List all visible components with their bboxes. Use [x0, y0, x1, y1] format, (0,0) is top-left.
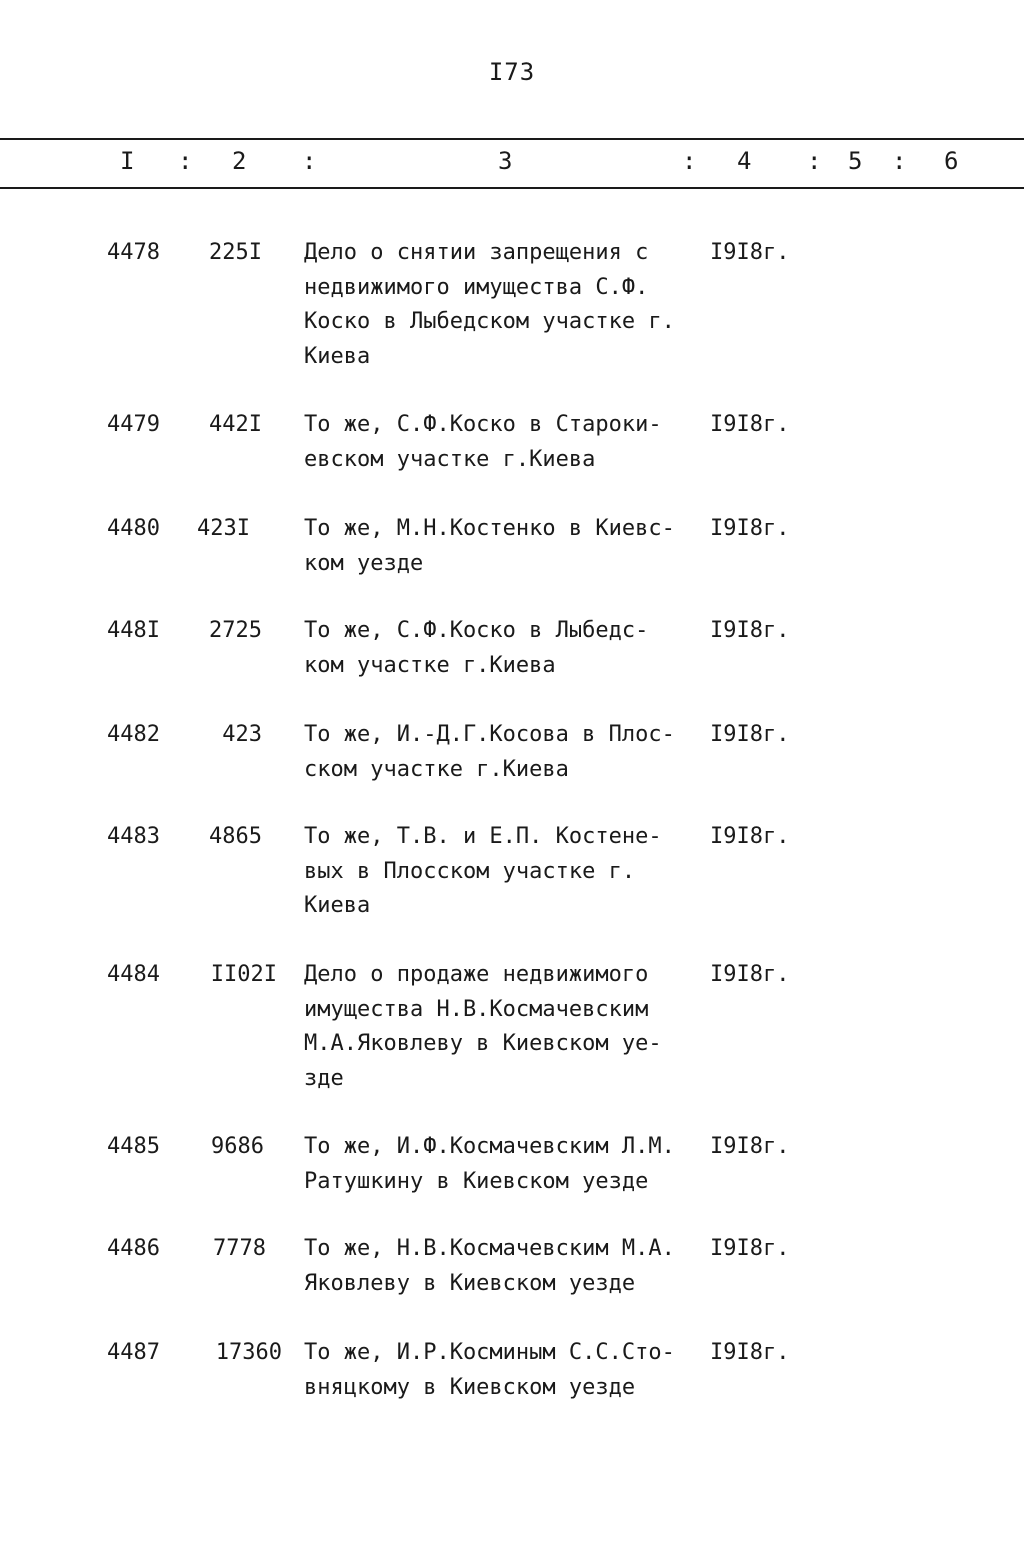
record-reference: 4865 — [209, 824, 262, 849]
header-separator: : — [682, 147, 697, 175]
record-description — [304, 718, 675, 787]
header-separator: : — [302, 147, 317, 175]
description-line: Ратушкину в Киевском уезде — [304, 1168, 649, 1194]
record-number: 4487 — [107, 1340, 160, 1365]
description-line: евском участке г.Киева — [304, 446, 596, 472]
header-col-5: 5 — [848, 147, 863, 175]
description-line: То же, И.Ф.Космачевским Л.М. — [304, 1134, 675, 1159]
description-line: Дело о снятии запрещения с — [304, 240, 649, 265]
header-top-rule — [0, 138, 1024, 140]
record-reference: 423I — [197, 516, 250, 541]
record-description — [304, 1336, 675, 1405]
record-number: 4486 — [107, 1236, 160, 1261]
record-number: 4485 — [107, 1134, 160, 1159]
record-year: I9I8г. — [710, 962, 790, 987]
description-line: вняцкому в Киевском уезде — [304, 1374, 636, 1400]
header-bottom-rule — [0, 187, 1024, 189]
record-year: I9I8г. — [710, 1134, 790, 1159]
description-line: Киева — [304, 893, 371, 918]
record-year: I9I8г. — [710, 722, 790, 747]
record-description — [304, 1130, 675, 1199]
record-reference: 7778 — [213, 1236, 266, 1261]
description-line: То же, С.Ф.Коско в Староки- — [304, 412, 662, 437]
record-number: 4484 — [107, 962, 160, 987]
record-description — [304, 236, 675, 374]
description-line: Коско в Лыбедском участке г. — [304, 309, 675, 334]
description-line: вых в Плосском участке г. — [304, 858, 636, 884]
record-description — [304, 1232, 675, 1301]
description-line: То же, М.Н.Костенко в Киевс- — [304, 516, 675, 541]
description-line: Киева — [304, 343, 371, 369]
record-description — [304, 408, 662, 477]
header-col-1: I — [120, 147, 135, 175]
description-line: Дело о продаже недвижимого — [304, 962, 649, 987]
description-line: То же, С.Ф.Коско в Лыбедс- — [304, 618, 649, 643]
record-year: I9I8г. — [710, 516, 790, 541]
record-year: I9I8г. — [710, 1340, 790, 1365]
record-reference: 225I — [209, 240, 262, 265]
description-line: ком участке г.Киева — [304, 652, 556, 678]
record-reference: 442I — [209, 412, 262, 437]
record-year: I9I8г. — [710, 240, 790, 265]
record-number: 448I — [107, 618, 160, 643]
record-year: I9I8г. — [710, 618, 790, 643]
page-number: I73 — [488, 58, 536, 86]
description-line: То же, И.-Д.Г.Косова в Плос- — [304, 722, 675, 747]
record-number: 4480 — [107, 516, 160, 541]
record-year: I9I8г. — [710, 412, 790, 437]
header-col-4: 4 — [737, 147, 752, 175]
description-line: ком уезде — [304, 550, 424, 576]
record-description — [304, 820, 662, 924]
record-year: I9I8г. — [710, 1236, 790, 1261]
header-col-3: 3 — [498, 147, 513, 175]
header-separator: : — [807, 147, 822, 175]
record-description — [304, 614, 648, 683]
description-line: То же, Т.В. и Е.П. Костене- — [304, 824, 662, 849]
description-line: М.А.Яковлеву в Киевском уе- — [304, 1031, 662, 1056]
record-number: 4479 — [107, 412, 160, 437]
description-line: То же, И.Р.Косминым С.С.Сто- — [304, 1340, 675, 1365]
record-number: 4483 — [107, 824, 160, 849]
record-year: I9I8г. — [710, 824, 790, 849]
description-line: имущества Н.В.Космачевским — [304, 996, 649, 1022]
description-line: ском участке г.Киева — [304, 756, 569, 782]
record-reference: 9686 — [211, 1134, 264, 1159]
record-reference: 17360 — [215, 1340, 282, 1365]
record-reference: II02I — [210, 962, 277, 987]
record-number: 4482 — [107, 722, 160, 747]
record-number: 4478 — [107, 240, 160, 265]
header-separator: : — [178, 147, 193, 175]
record-description — [304, 958, 662, 1096]
header-col-2: 2 — [232, 147, 247, 175]
header-col-6: 6 — [944, 147, 959, 175]
description-line: зде — [304, 1065, 344, 1091]
record-reference: 2725 — [209, 618, 262, 643]
description-line: Яковлеву в Киевском уезде — [304, 1270, 636, 1296]
record-reference: 423 — [222, 722, 262, 747]
description-line: недвижимого имущества С.Ф. — [304, 274, 649, 300]
description-line: То же, Н.В.Космачевским М.А. — [304, 1236, 675, 1261]
header-separator: : — [892, 147, 907, 175]
record-description — [304, 512, 675, 581]
